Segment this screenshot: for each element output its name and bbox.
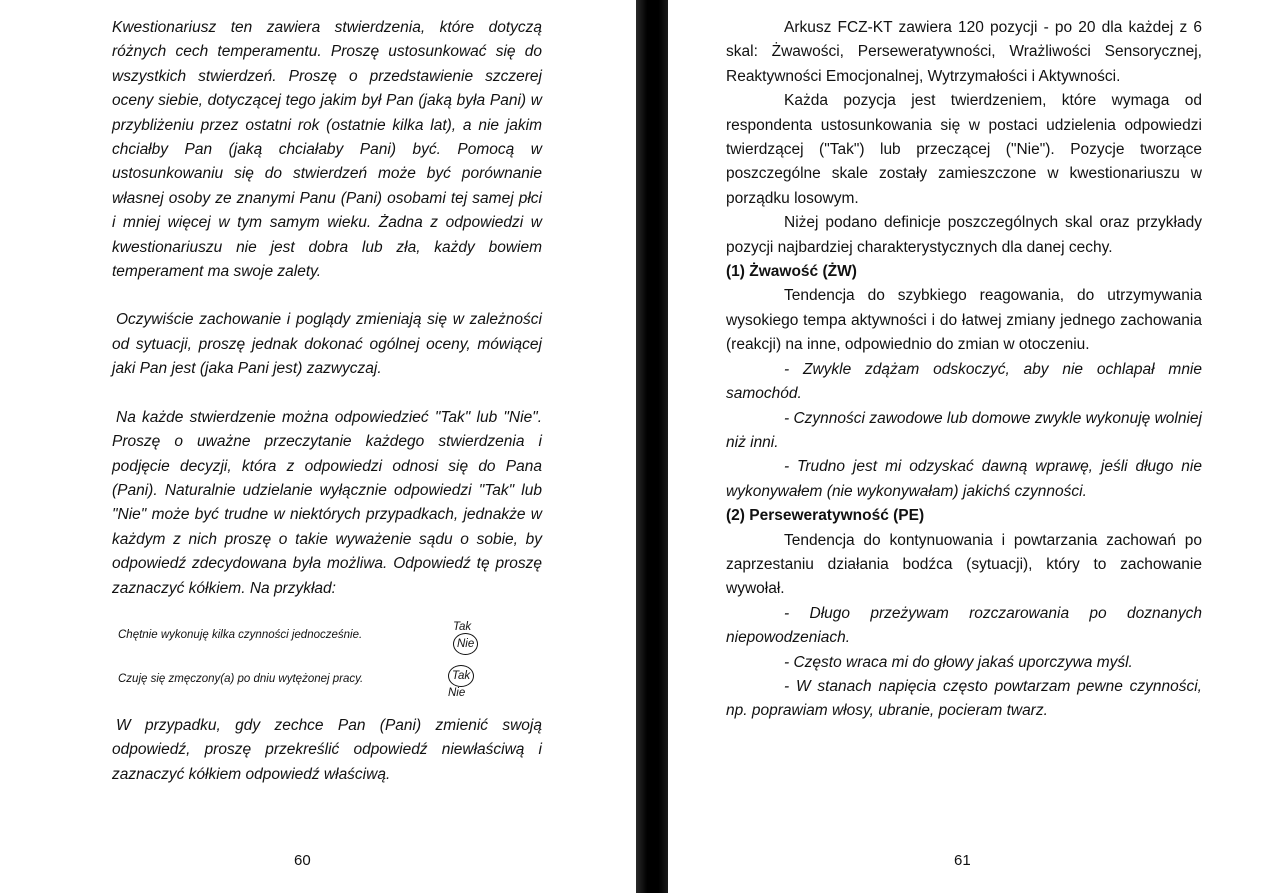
instruction-paragraph: Na każde stwierdzenie można odpowiedzieć "Tak" lub "Nie". Proszę o uważne przeczytanie każdego stwierdzenia i podjęcie decyzji, która z odpowiedzi odnosi się do Pana (Pani). Naturalnie udzielanie wyłącznie odpowiedzi "Tak" lub "Nie" może być trudne w niektórych przypadkach, jednakże w każdym z nich proszę o takie wyważenie sądu o sobie, by odpowiedź zdecydowana była możliwa. Odpowiedź tę proszę zaznaczyć kółkiem. Na przykład: <box>112 408 542 597</box>
example-answers <box>453 621 478 655</box>
right-content <box>726 16 1202 724</box>
example-statement: Czuję się zmęczony(a) po dniu wytężonej pracy. <box>118 673 364 685</box>
answer-yes: Tak <box>453 621 472 633</box>
scale-item: - Często wraca mi do głowy jakaś uporczywa myśl. <box>784 653 1133 671</box>
example-statement: Chętnie wykonuję kilka czynności jednocześnie. <box>118 629 363 641</box>
example-answers <box>448 665 474 699</box>
book-spine <box>636 0 668 893</box>
left-instructions <box>112 16 542 625</box>
scale-item: - Czynności zawodowe lub domowe zwykle wykonuję wolniej niż inni. <box>726 409 1202 451</box>
scale-definition: Tendencja do kontynuowania i powtarzania zachowań po zaprzestaniu działania bodźca (sytuacji), który to zachowanie wywołał. <box>726 531 1202 598</box>
intro-paragraph: Każda pozycja jest twierdzeniem, które wymaga od respondenta ustosunkowania się w postaci udzielenia odpowiedzi twierdzącej ("Tak") lub przeczącej ("Nie"). Pozycje tworzące poszczególne skale zostały zamieszczone w kwestionariuszu w porządku losowym. <box>726 92 1202 207</box>
intro-paragraph: Arkusz FCZ-KT zawiera 120 pozycji - po 20 dla każdej z 6 skal: Żwawości, Perseweratywności, Wrażliwości Sensorycznej, Reaktywności Emocjonalnej, Wytrzymałości i Aktywności. <box>726 19 1202 85</box>
example-row <box>118 621 475 650</box>
answer-no-circled: Nie <box>453 633 478 655</box>
page-number: 60 <box>294 852 311 869</box>
answer-no: Nie <box>448 687 466 699</box>
example-row <box>118 670 471 699</box>
scale-definition: Tendencja do szybkiego reagowania, do utrzymywania wysokiego tempa aktywności i do łatwej zmiany jednego zachowania (reakcji) na inne, odpowiednio do zmian w otoczeniu. <box>726 287 1202 354</box>
scale-item: - Zwykle zdążam odskoczyć, aby nie ochlapał mnie samochód. <box>726 360 1202 403</box>
scale-item: - Trudno jest mi odzyskać dawną wprawę, jeśli długo nie wykonywałem (nie wykonywałam) jakichś czynności. <box>726 458 1202 500</box>
instruction-paragraph: Oczywiście zachowanie i poglądy zmieniają się w zależności od sytuacji, proszę jednak dokonać ogólnej oceny, mówiącej jaki Pan jest (jaka Pani jest) zazwyczaj. <box>112 311 542 378</box>
intro-paragraph: Niżej podano definicje poszczególnych skal oraz przykłady pozycji najbardziej charakterystycznych dla danej cechy. <box>726 214 1202 256</box>
scale-heading: (2) Perseweratywność (PE) <box>726 507 925 525</box>
closing-paragraph: W przypadku, gdy zechce Pan (Pani) zmienić swoją odpowiedź, proszę przekreślić odpowiedź niewłaściwą i zaznaczyć kółkiem odpowiedź właściwą. <box>112 717 542 783</box>
page-number: 61 <box>954 852 971 869</box>
instruction-paragraph: Kwestionariusz ten zawiera stwierdzenia, które dotyczą różnych cech temperamentu. Proszę ustosunkować się do wszystkich stwierdzeń. Proszę o przedstawienie szczerej oceny siebie, dotyczącej tego jakim był Pan (jaką była Pani) w przybliżeniu przez ostatni rok (ostatnie kilka lat), a nie jakim chciałby Pan (jaką chciałaby Pani) być. Pomocą w ustosunkowaniu się do stwierdzeń może być porównanie własnej osoby ze znanymi Panu (Pani) osobami tej samej płci i mniej więcej w tym samym wieku. Żadna z odpowiedzi w kwestionariuszu nie jest dobra lub zła, każdy bowiem temperament ma swoje zalety. <box>112 19 542 281</box>
scale-heading: (1) Żwawość (ŻW) <box>726 263 857 281</box>
scale-item: - Długo przeżywam rozczarowania po doznanych niepowodzeniach. <box>726 604 1202 647</box>
scale-item: - W stanach napięcia często powtarzam pewne czynności, np. poprawiam włosy, ubranie, pocieram twarz. <box>726 677 1202 720</box>
answer-yes-circled: Tak <box>448 665 474 687</box>
